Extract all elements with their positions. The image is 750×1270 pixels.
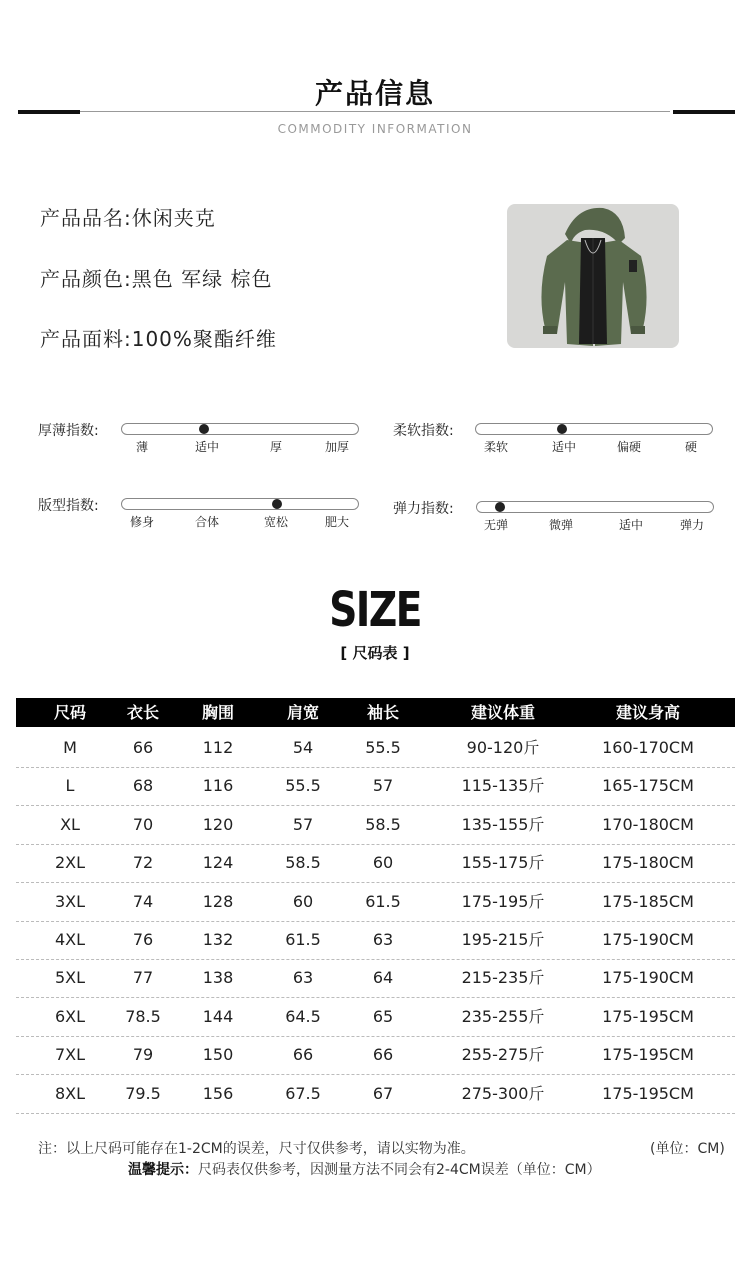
index-marker [495,502,505,512]
index-label: 弹力指数: [393,501,454,517]
index-marker [272,499,282,509]
cell-chest: 150 [202,1045,234,1065]
index-option: 合体 [194,515,219,529]
index-option: 适中 [194,440,219,454]
cell-sleeve: 65 [372,1006,394,1026]
cell-chest: 116 [202,776,234,796]
index-label: 厚薄指数: [38,423,99,439]
cell-length: 66 [132,738,154,757]
cell-weight: 155-175斤 [461,853,545,873]
table-row [16,806,735,845]
cell-sleeve: 55.5 [365,738,401,757]
unit-note: (单位：CM) [650,1141,725,1157]
table-row [16,844,735,883]
section-subtitle: COMMODITY INFORMATION [277,122,473,136]
size-title: SIZE [329,582,421,638]
index-track [121,423,359,435]
product-photo [507,204,679,348]
index-option: 肥大 [324,515,349,529]
cell-weight: 115-135斤 [461,776,545,796]
cell-height: 165-175CM [602,776,694,796]
tip-text: 尺码表仅供参考，因测量方法不同会有2-4CM误差（单位：CM） [198,1162,601,1178]
cell-weight: 195-215斤 [461,930,545,949]
cell-length: 77 [132,968,154,988]
table-row [16,729,735,768]
cell-weight: 175-195斤 [461,891,545,911]
cell-shoulder: 67.5 [285,1083,321,1103]
cell-shoulder: 64.5 [285,1006,321,1026]
cell-size: 4XL [54,930,86,949]
cell-chest: 124 [202,853,234,873]
cell-shoulder: 57 [292,814,314,834]
index-track [476,501,714,513]
cell-chest: 144 [202,1006,234,1026]
cell-sleeve: 67 [372,1083,394,1103]
cell-height: 175-190CM [602,968,694,988]
cell-chest: 156 [202,1083,234,1103]
index-option: 硬 [684,440,697,454]
cell-length: 74 [132,891,154,911]
tip-label: 温馨提示： [128,1162,198,1178]
cell-length: 79 [132,1045,154,1065]
index-option: 适中 [551,440,576,454]
cell-height: 175-195CM [602,1083,694,1103]
index-option: 薄 [135,440,148,454]
table-row [16,767,735,806]
cell-weight: 215-235斤 [461,968,545,988]
cell-chest: 128 [202,891,234,911]
cell-chest: 138 [202,968,234,988]
cell-length: 68 [132,776,154,796]
cell-sleeve: 60 [372,853,394,873]
cell-shoulder: 63 [292,968,314,988]
cell-size: M [63,738,77,757]
product-colors: 产品颜色:黑色 军绿 棕色 [40,267,273,291]
cell-height: 175-185CM [602,891,694,911]
table-row [16,883,735,922]
cell-sleeve: 66 [372,1045,394,1065]
cell-height: 160-170CM [602,738,694,757]
index-track [475,423,713,435]
cell-shoulder: 54 [292,738,314,757]
cell-length: 72 [132,853,154,873]
index-marker [199,424,209,434]
header-size: 尺码 [53,703,86,722]
cell-height: 170-180CM [602,814,694,834]
title-rule-left [18,110,80,114]
cell-chest: 120 [202,814,234,834]
cell-size: 7XL [54,1045,86,1065]
header-sleeve: 袖长 [366,703,399,722]
index-label: 柔软指数: [393,423,454,439]
cell-sleeve: 61.5 [365,891,401,911]
index-option: 修身 [129,515,154,529]
section-title: 产品信息 [314,77,435,110]
cell-weight: 275-300斤 [461,1083,545,1103]
cell-size: 2XL [54,853,86,873]
title-rule-right [673,110,735,114]
index-option: 弹力 [679,518,704,532]
cell-length: 79.5 [125,1083,161,1103]
cell-length: 78.5 [125,1006,161,1026]
index-option: 偏硬 [616,440,641,454]
table-row [16,921,735,960]
index-option: 柔软 [483,440,508,454]
size-subtitle: [ 尺码表 ] [340,644,410,662]
size-table-header [16,698,735,727]
index-option: 无弹 [483,518,508,532]
cell-size: 3XL [54,891,86,911]
header-chest: 胸围 [201,703,234,722]
cell-length: 76 [132,930,154,949]
table-row [16,1075,735,1114]
product-fabric: 产品面料:100%聚酯纤维 [40,327,277,351]
cell-sleeve: 63 [372,930,394,949]
cell-weight: 135-155斤 [461,814,545,834]
index-option: 微弹 [548,518,573,532]
tip-line [128,1159,601,1179]
cell-chest: 112 [202,738,234,757]
table-row [16,1036,735,1075]
index-track [121,498,359,510]
index-label: 版型指数: [38,498,99,514]
product-name: 产品品名:休闲夹克 [40,206,216,230]
cell-weight: 235-255斤 [461,1006,545,1026]
title-rule-thin [80,111,670,112]
size-note: 注：以上尺码可能存在1-2CM的误差，尺寸仅供参考，请以实物为准。 [38,1141,475,1157]
cell-shoulder: 60 [292,891,314,911]
table-row [16,998,735,1037]
table-row [16,959,735,998]
index-option: 宽松 [263,515,288,529]
cell-shoulder: 58.5 [285,853,321,873]
cell-shoulder: 61.5 [285,930,321,949]
index-option: 适中 [618,518,643,532]
header-length: 衣长 [126,703,159,722]
cell-height: 175-190CM [602,930,694,949]
cell-length: 70 [132,814,154,834]
cell-size: 6XL [54,1006,86,1026]
header-height: 建议身高 [615,703,680,722]
cell-height: 175-180CM [602,853,694,873]
header-weight: 建议体重 [470,703,535,722]
header-shoulder: 肩宽 [286,703,319,722]
cell-height: 175-195CM [602,1006,694,1026]
cell-height: 175-195CM [602,1045,694,1065]
cell-chest: 132 [202,930,234,949]
cell-shoulder: 66 [292,1045,314,1065]
cell-sleeve: 57 [372,776,394,796]
cell-sleeve: 64 [372,968,394,988]
index-option: 加厚 [324,440,349,454]
cell-shoulder: 55.5 [285,776,321,796]
cell-weight: 90-120斤 [466,738,540,757]
jacket-image [507,204,679,348]
cell-size: 5XL [54,968,86,988]
cell-size: L [65,776,75,796]
cell-sleeve: 58.5 [365,814,401,834]
cell-weight: 255-275斤 [461,1045,545,1065]
cell-size: 8XL [54,1083,86,1103]
index-option: 厚 [269,440,282,454]
cell-size: XL [60,814,80,834]
